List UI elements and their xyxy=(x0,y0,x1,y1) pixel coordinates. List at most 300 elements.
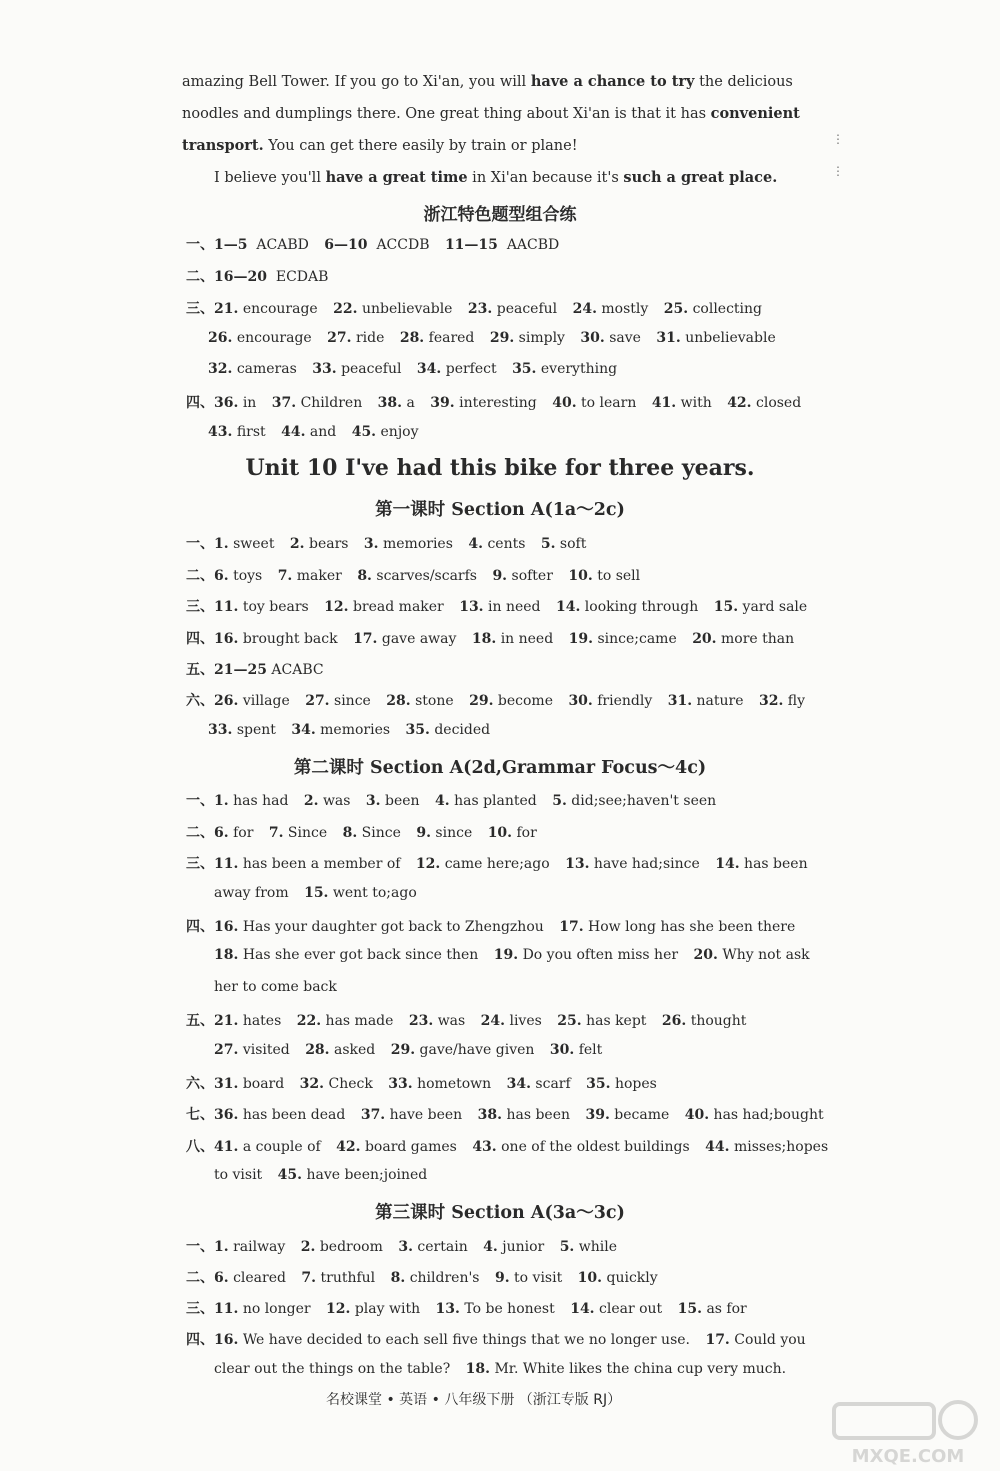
question-number: 43. xyxy=(208,424,233,440)
answer-item xyxy=(214,885,289,901)
answer-text: was xyxy=(322,793,351,809)
answer-item xyxy=(214,1042,290,1058)
question-number: 三、21. xyxy=(186,301,239,317)
answer-text: one of the oldest buildings xyxy=(501,1139,690,1155)
question-number: 42. xyxy=(336,1139,361,1155)
question-number: 22. xyxy=(296,1013,322,1029)
answer-text: How long has she been there xyxy=(588,919,796,935)
answer-item xyxy=(481,1013,542,1029)
question-number: 8. xyxy=(357,568,372,584)
answer-text: friendly xyxy=(597,693,653,709)
question-number: 22. xyxy=(333,301,358,317)
answer-text: as for xyxy=(706,1301,747,1317)
answer-text: ride xyxy=(355,330,385,346)
question-number: 三、11. xyxy=(186,856,239,872)
answer-item xyxy=(580,330,641,346)
answer-item xyxy=(391,1042,535,1058)
answer-item xyxy=(559,919,795,935)
answer-text: feared xyxy=(428,330,475,346)
answer-text: has kept xyxy=(586,1013,647,1029)
answer-item xyxy=(557,1013,646,1029)
question-number: 17. xyxy=(705,1332,730,1348)
question-number: 4. xyxy=(483,1239,498,1255)
answer-item xyxy=(388,1076,491,1092)
question-number: 40. xyxy=(684,1107,710,1123)
answer-text: asked xyxy=(334,1042,376,1058)
answer-text: unbelievable xyxy=(685,330,776,346)
answer-text: scarves/scarfs xyxy=(376,568,477,584)
answer-text: a couple of xyxy=(242,1139,321,1155)
answer-text: while xyxy=(578,1239,618,1255)
question-number: 13. xyxy=(435,1301,460,1317)
answer-text: has been xyxy=(744,856,808,872)
question-number: 2. xyxy=(303,793,319,809)
lesson-heading-3: 第三课时 Section A(3a～3c) xyxy=(375,1203,625,1223)
question-number: 12. xyxy=(324,599,349,615)
answer-row xyxy=(208,722,501,738)
answer-text: perfect xyxy=(445,361,497,377)
question-number: 4. xyxy=(435,793,450,809)
answer-item xyxy=(507,1076,571,1092)
answer-text: Has she ever got back since then xyxy=(242,947,479,963)
answer-text: to visit xyxy=(514,1270,563,1286)
answer-text: memories xyxy=(320,722,391,738)
answer-item xyxy=(186,1107,345,1123)
answer-text: soft xyxy=(559,536,587,552)
answer-text: felt xyxy=(578,1042,603,1058)
question-number: 13. xyxy=(459,599,484,615)
answer-item xyxy=(208,424,266,440)
question-number: 26. xyxy=(208,330,233,346)
answer-text: Has your daughter got back to Zhengzhou xyxy=(242,919,544,935)
answer-item xyxy=(353,631,456,647)
answer-text: visited xyxy=(242,1042,290,1058)
answer-item xyxy=(694,947,810,963)
question-number: 一、1. xyxy=(186,793,229,809)
answer-text: simply xyxy=(518,330,565,346)
question-number: 3. xyxy=(365,793,381,809)
question-number: 44. xyxy=(281,424,306,440)
answer-item xyxy=(586,1076,657,1092)
answer-text: has had;bought xyxy=(713,1107,824,1123)
answer-text: with xyxy=(680,395,712,411)
answer-text: Since xyxy=(361,825,401,841)
answer-item xyxy=(685,1107,824,1123)
question-number: 二、6. xyxy=(186,825,229,841)
answer-item xyxy=(186,631,338,647)
answer-item xyxy=(668,693,744,709)
answer-item xyxy=(290,536,349,552)
margin-dots: ⋮ xyxy=(832,164,844,178)
question-number: 3. xyxy=(398,1239,413,1255)
question-number: 四、16. xyxy=(186,631,239,647)
question-number: 一、1. xyxy=(186,536,229,552)
answer-item xyxy=(214,947,478,963)
answer-row xyxy=(186,916,806,936)
answer-text: quickly xyxy=(606,1270,658,1286)
answer-item xyxy=(208,722,276,738)
question-number: 13. xyxy=(565,856,590,872)
question-number: 19. xyxy=(493,947,519,963)
question-number: 2. xyxy=(289,536,305,552)
answer-text: closed xyxy=(756,395,802,411)
answer-row xyxy=(214,1361,797,1377)
answer-item xyxy=(406,722,491,738)
question-number: 四、16. xyxy=(186,1332,239,1348)
answer-row xyxy=(186,690,816,710)
answer-item xyxy=(305,693,371,709)
answer-text: mostly xyxy=(601,301,649,317)
answer-item xyxy=(483,1239,544,1255)
question-number: 8. xyxy=(342,825,358,841)
question-number: 23. xyxy=(408,1013,434,1029)
question-number: 五、21—25 xyxy=(186,662,267,678)
question-number: 20. xyxy=(692,631,717,647)
question-number: 37. xyxy=(360,1107,386,1123)
answer-text: gave away xyxy=(381,631,457,647)
answer-text: scarf xyxy=(535,1076,571,1092)
answer-text: since xyxy=(435,825,473,841)
answer-item xyxy=(186,662,324,678)
answer-row xyxy=(208,361,628,377)
answer-item xyxy=(568,568,640,584)
answer-item xyxy=(417,361,497,377)
answer-text: encourage xyxy=(236,330,312,346)
answer-item xyxy=(186,1270,286,1286)
answer-text: Children xyxy=(300,395,363,411)
answer-item xyxy=(435,793,537,809)
answer-item xyxy=(585,1107,669,1123)
question-number: 40. xyxy=(552,395,577,411)
answer-text: yard sale xyxy=(742,599,808,615)
answer-item xyxy=(186,395,256,411)
question-number: 31. xyxy=(656,330,681,346)
answer-item xyxy=(281,424,336,440)
answer-item xyxy=(297,1013,394,1029)
question-number: 9. xyxy=(416,825,431,841)
answer-text: Check xyxy=(328,1076,373,1092)
answer-item xyxy=(278,1167,428,1183)
question-number: 28. xyxy=(399,330,425,346)
answer-text: We have decided to each sell five things that we no longer use. xyxy=(242,1332,690,1348)
watermark-logo-icon xyxy=(828,1398,988,1468)
question-number: 39. xyxy=(430,395,455,411)
answer-text: decided xyxy=(434,722,491,738)
question-number: 8. xyxy=(390,1270,406,1286)
unit-title: Unit 10 I've had this bike for three years. xyxy=(245,455,755,481)
answer-text: has made xyxy=(325,1013,394,1029)
answer-item xyxy=(336,1139,457,1155)
question-number: 12. xyxy=(415,856,441,872)
answer-item xyxy=(459,599,540,615)
answer-item xyxy=(492,568,552,584)
question-number: 38. xyxy=(477,1107,503,1123)
answer-item xyxy=(488,825,537,841)
question-number: 34. xyxy=(506,1076,531,1092)
question-number: 31. xyxy=(667,693,693,709)
question-number: 34. xyxy=(291,722,316,738)
answer-text: first xyxy=(236,424,266,440)
answer-item xyxy=(186,568,262,584)
answer-text: interesting xyxy=(459,395,537,411)
answer-text: to visit xyxy=(214,1167,263,1183)
question-number: 25. xyxy=(557,1013,582,1029)
question-number: 七、36. xyxy=(186,1107,239,1123)
answer-item xyxy=(678,1301,747,1317)
question-number: 三、11. xyxy=(186,1301,239,1317)
question-number: 41. xyxy=(651,395,677,411)
answer-item xyxy=(570,1301,662,1317)
answer-text: since xyxy=(334,693,371,709)
answer-item xyxy=(652,395,712,411)
answer-row xyxy=(208,424,430,440)
answer-item xyxy=(705,1332,805,1348)
answer-text: nature xyxy=(696,693,744,709)
answer-text: peaceful xyxy=(496,301,558,317)
answer-text: has planted xyxy=(454,793,537,809)
question-number: 32. xyxy=(299,1076,325,1092)
question-number: 3. xyxy=(363,536,379,552)
question-number: 15. xyxy=(304,885,329,901)
question-number: 10. xyxy=(487,825,513,841)
answer-item xyxy=(272,395,362,411)
answer-item xyxy=(312,361,401,377)
answer-item xyxy=(416,825,472,841)
answer-row xyxy=(186,298,773,318)
question-number: 30. xyxy=(568,693,593,709)
answer-item xyxy=(186,599,309,615)
answer-row xyxy=(186,1010,757,1030)
answer-row xyxy=(208,330,787,346)
answer-item xyxy=(357,568,477,584)
answer-item xyxy=(466,1361,786,1377)
answer-text: to sell xyxy=(597,568,641,584)
intro-line: amazing Bell Tower. If you go to Xi'an, you will have a chance to try the delicious xyxy=(182,73,793,90)
answer-item xyxy=(400,330,475,346)
answer-item xyxy=(291,722,390,738)
answer-row xyxy=(186,790,727,810)
answer-item xyxy=(478,1107,570,1123)
answer-row: 二、16—20 ECDAB xyxy=(186,269,329,285)
answer-row xyxy=(214,885,428,901)
question-number: 八、41. xyxy=(186,1139,239,1155)
question-number: 18. xyxy=(465,1361,491,1377)
answer-item xyxy=(361,1107,462,1123)
answer-item xyxy=(186,1332,690,1348)
intro-line: I believe you'll have a great time in Xi'an because it's such a great place. xyxy=(214,169,778,186)
answer-text: collecting xyxy=(692,301,763,317)
intro-passage xyxy=(182,66,802,194)
answer-item xyxy=(214,979,337,995)
answer-item xyxy=(364,536,453,552)
question-number: 五、21. xyxy=(186,1013,239,1029)
answer-text: peaceful xyxy=(341,361,402,377)
question-number: 10. xyxy=(577,1270,603,1286)
answer-text: away from xyxy=(214,885,289,901)
answer-text: Since xyxy=(287,825,328,841)
answer-item xyxy=(552,793,716,809)
question-number: 4. xyxy=(468,536,483,552)
answer-text: To be honest xyxy=(464,1301,555,1317)
answer-text: and xyxy=(309,424,337,440)
question-number: 35. xyxy=(405,722,430,738)
question-number: 17. xyxy=(353,631,378,647)
answer-item xyxy=(378,395,415,411)
question-number: 33. xyxy=(312,361,337,377)
question-number: 27. xyxy=(305,693,330,709)
question-number: 42. xyxy=(727,395,752,411)
question-number: 15. xyxy=(677,1301,702,1317)
answer-row xyxy=(186,853,819,873)
answer-item xyxy=(186,1301,311,1317)
question-number: 33. xyxy=(388,1076,413,1092)
answer-text: save xyxy=(609,330,641,346)
answer-text: have been xyxy=(389,1107,463,1123)
answer-item xyxy=(304,885,417,901)
question-number: 23. xyxy=(467,301,493,317)
question-number: 28. xyxy=(305,1042,330,1058)
answer-text: hates xyxy=(242,1013,282,1029)
answer-item xyxy=(186,536,274,552)
answer-text: have been;joined xyxy=(306,1167,428,1183)
answer-item xyxy=(430,395,536,411)
answer-item xyxy=(186,1239,285,1255)
answer-text: sweet xyxy=(233,536,275,552)
answer-item xyxy=(186,693,290,709)
answer-row xyxy=(214,1167,438,1183)
question-number: 32. xyxy=(758,693,784,709)
question-number: 17. xyxy=(559,919,584,935)
question-number: 37. xyxy=(271,395,297,411)
question-number: 三、11. xyxy=(186,599,239,615)
answer-item xyxy=(565,856,700,872)
question-number: 六、26. xyxy=(186,693,239,709)
question-number: 43. xyxy=(472,1139,497,1155)
answer-item xyxy=(512,361,617,377)
answer-row xyxy=(214,1042,613,1058)
answer-text: cameras xyxy=(236,361,297,377)
answer-text: toys xyxy=(233,568,263,584)
answer-text: board xyxy=(242,1076,285,1092)
answer-item xyxy=(352,424,419,440)
answer-row xyxy=(186,659,335,679)
answer-text: clear out xyxy=(599,1301,663,1317)
answer-item xyxy=(578,1270,658,1286)
answer-row xyxy=(214,979,348,995)
answer-text: Why not ask xyxy=(722,947,810,963)
question-number: 32. xyxy=(208,361,233,377)
answer-item xyxy=(550,1042,602,1058)
answer-text: gave/have given xyxy=(419,1042,535,1058)
question-number: 一、1. xyxy=(186,1239,229,1255)
answer-text: junior xyxy=(502,1239,545,1255)
question-number: 四、36. xyxy=(186,395,239,411)
answer-text: softer xyxy=(511,568,553,584)
answer-text: clear out the things on the table? xyxy=(214,1361,451,1377)
answer-text: cents xyxy=(487,536,526,552)
answer-item xyxy=(327,330,384,346)
question-number: 二、6. xyxy=(186,568,229,584)
answer-text: lives xyxy=(509,1013,542,1029)
answer-text: spent xyxy=(236,722,276,738)
question-number: 7. xyxy=(301,1270,317,1286)
question-number: 29. xyxy=(469,693,494,709)
answer-row xyxy=(186,822,548,842)
answer-row xyxy=(186,1298,758,1318)
lesson-heading-2: 第二课时 Section A(2d,Grammar Focus～4c) xyxy=(293,758,707,778)
answer-item xyxy=(324,599,444,615)
answer-row xyxy=(186,1267,669,1287)
answer-row: 一、1—5 ACABD 6—10 ACCDB 11—15 AACBD xyxy=(186,237,560,253)
answer-item xyxy=(715,856,807,872)
question-number: 45. xyxy=(351,424,377,440)
answer-text: ACABC xyxy=(271,662,324,678)
answer-row xyxy=(186,1329,817,1349)
answer-text: her to come back xyxy=(214,979,337,995)
answer-item xyxy=(386,693,453,709)
answer-item xyxy=(333,301,452,317)
answer-text: in need xyxy=(500,631,554,647)
answer-item xyxy=(305,1042,375,1058)
question-number: 5. xyxy=(552,793,567,809)
question-number: 14. xyxy=(570,1301,595,1317)
answer-item xyxy=(186,825,253,841)
answer-text: unbelievable xyxy=(361,301,453,317)
answer-item xyxy=(727,395,801,411)
answer-text: has had xyxy=(233,793,289,809)
answer-item xyxy=(326,1301,420,1317)
question-number: 20. xyxy=(693,947,718,963)
margin-dots: ⋮ xyxy=(832,132,844,146)
answer-item xyxy=(468,536,525,552)
question-number: 35. xyxy=(586,1076,611,1092)
lesson-heading-1: 第一课时 Section A(1a～2c) xyxy=(375,500,625,520)
answer-text: became xyxy=(614,1107,670,1123)
answer-text: toy bears xyxy=(242,599,309,615)
answer-text: bedroom xyxy=(319,1239,383,1255)
answer-text: looking through xyxy=(584,599,699,615)
answer-item xyxy=(662,1013,747,1029)
answer-text: for xyxy=(516,825,537,841)
answer-row xyxy=(186,628,805,648)
question-number: 18. xyxy=(471,631,497,647)
answer-item xyxy=(656,330,775,346)
question-number: 25. xyxy=(663,301,689,317)
answer-item xyxy=(300,1076,373,1092)
question-number: 24. xyxy=(572,301,597,317)
answer-item xyxy=(468,301,557,317)
section-heading-zhejiang: 浙江特色题型组合练 xyxy=(423,205,577,225)
answer-text: did;see;haven't seen xyxy=(571,793,717,809)
answer-text: truthful xyxy=(320,1270,376,1286)
answer-row xyxy=(186,596,818,616)
question-number: 33. xyxy=(208,722,233,738)
answer-text: children's xyxy=(409,1270,480,1286)
answer-item xyxy=(343,825,401,841)
question-number: 9. xyxy=(492,568,508,584)
answer-text: has been xyxy=(506,1107,571,1123)
answer-item xyxy=(208,330,312,346)
question-number: 24. xyxy=(480,1013,506,1029)
answer-item xyxy=(278,568,342,584)
answer-item xyxy=(366,793,420,809)
question-number: 9. xyxy=(494,1270,510,1286)
answer-item xyxy=(416,856,550,872)
answer-item xyxy=(391,1270,480,1286)
answer-text: bread maker xyxy=(352,599,444,615)
question-number: 10. xyxy=(568,568,593,584)
answer-text: bears xyxy=(308,536,349,552)
